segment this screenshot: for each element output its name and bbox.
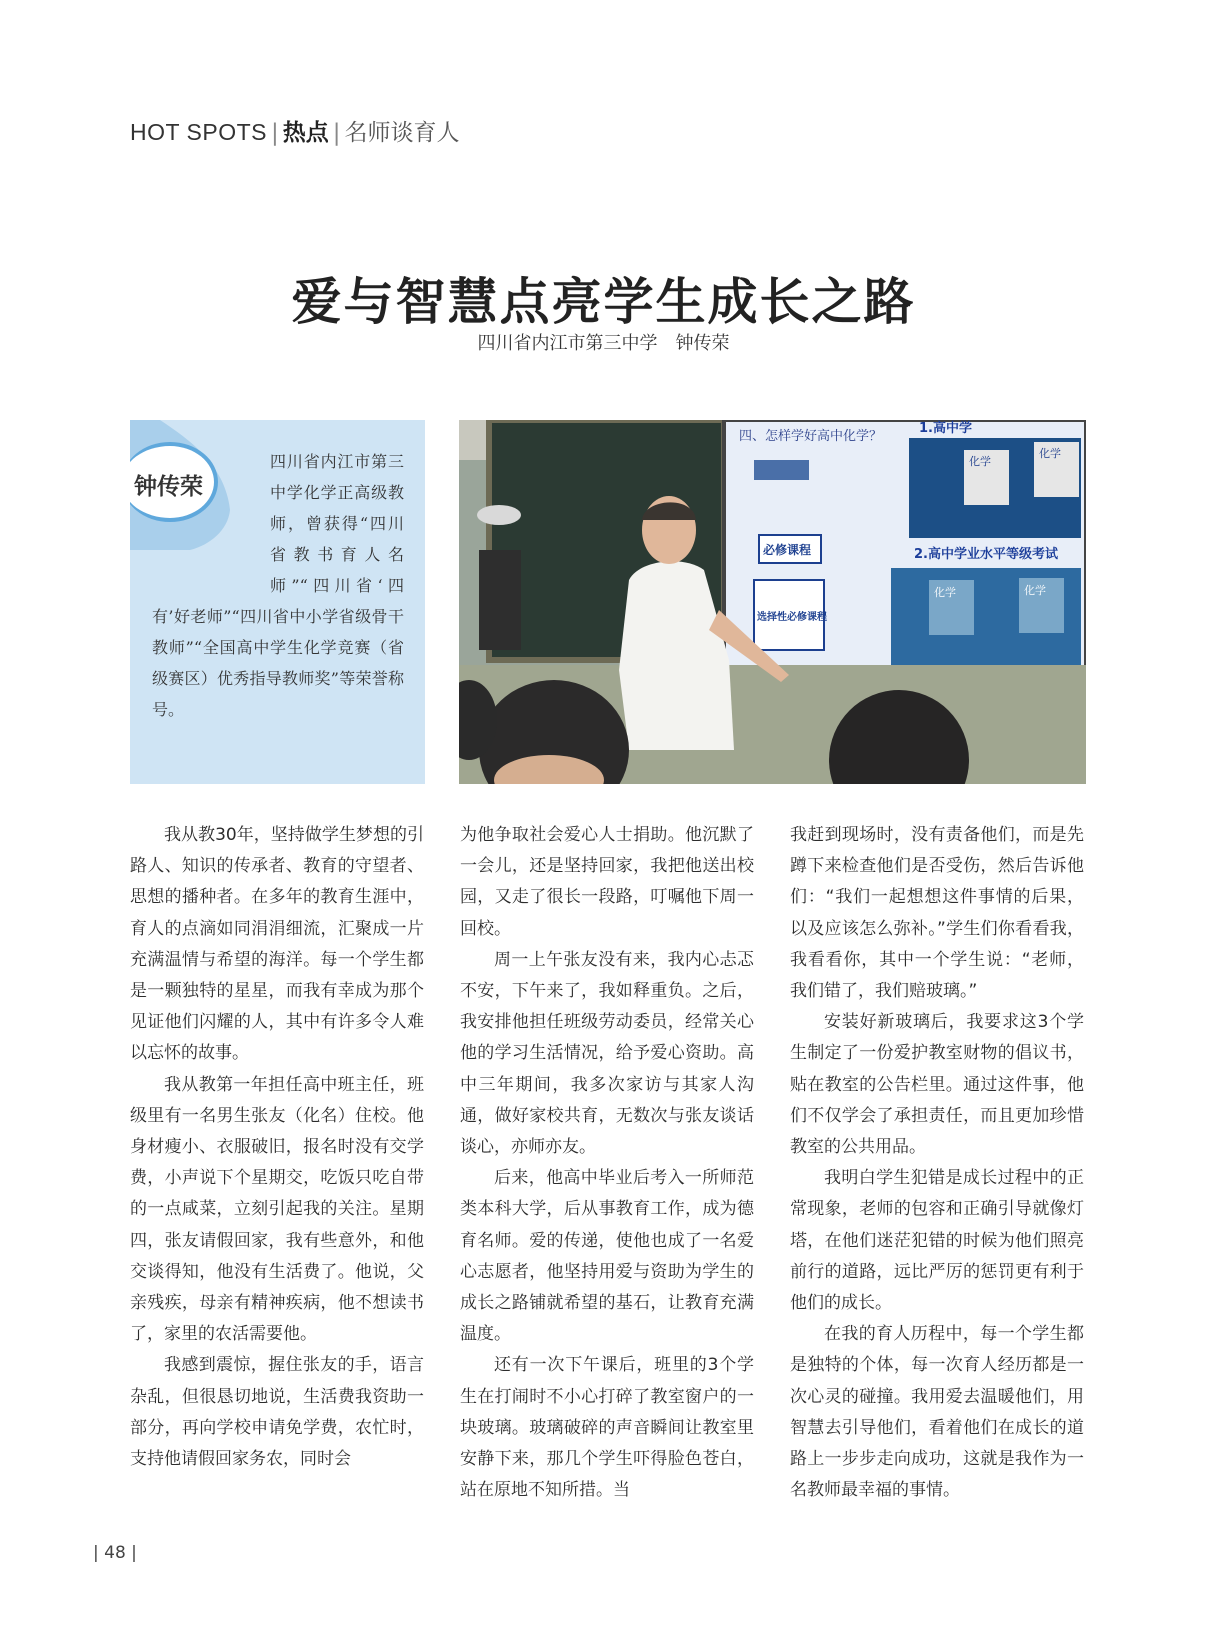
article-column-1 bbox=[130, 820, 424, 1475]
paragraph: 安装好新玻璃后，我要求这3个学生制定了一份爱护教室财物的倡议书，贴在教室的公告栏里。通过这件事，他们不仅学会了承担责任，而且更加珍惜教室的公共用品。 bbox=[790, 1012, 1084, 1158]
book-label-2: 化学 bbox=[1039, 447, 1061, 460]
article-column-3 bbox=[790, 820, 1084, 1506]
section-header bbox=[130, 114, 460, 147]
author-bio-box bbox=[130, 420, 425, 784]
paragraph: 周一上午张友没有来，我内心忐忑不安，下午来了，我如释重负。之后，我安排他担任班级劳动委员，经常关心他的学习生活情况，给予爱心资助。高中三年期间，我多次家访与其家人沟通，做好家校共育，无数次与张友谈话谈心，亦师亦友。 bbox=[460, 949, 754, 1158]
book-label-3: 化学 bbox=[934, 586, 956, 599]
book-label-4: 化学 bbox=[1024, 584, 1046, 597]
paragraph: 为他争取社会爱心人士捐助。他沉默了一会儿，还是坚持回家，我把他送出校园，又走了很长一段路，叮嘱他下周一回校。 bbox=[460, 825, 754, 939]
slide-heading-2: 2.高中学业水平等级考试 bbox=[914, 547, 1058, 562]
slide-box-elective: 选择性必修课程 bbox=[757, 612, 827, 623]
header-hot-spots: HOT SPOTS bbox=[130, 119, 267, 145]
author-name: 钟传荣 bbox=[134, 473, 203, 500]
paragraph: 还有一次下午课后，班里的3个学生在打闹时不小心打碎了教室窗户的一块玻璃。玻璃破碎的声音瞬间让教室里安静下来，那几个学生吓得脸色苍白，站在原地不知所措。当 bbox=[460, 1355, 754, 1501]
article-column-2 bbox=[460, 820, 754, 1506]
article-title: 爱与智慧点亮学生成长之路 bbox=[291, 273, 916, 331]
header-separator: | bbox=[271, 120, 279, 146]
paragraph: 我从教30年，坚持做学生梦想的引路人、知识的传承者、教育的守望者、思想的播种者。在多年的教育生涯中，育人的点滴如同涓涓细流，汇聚成一片充满温情与希望的海洋。每一个学生都是一颗独特的星星，而我有幸成为那个见证他们闪耀的人，其中有许多令人难以忘怀的故事。 bbox=[130, 825, 424, 1064]
author-bio-text: 四川省内江市第三中学化学正高级教师，曾获得“四川省教书育人名师”“四川省‘四有’好老师”“四川省中小学省级骨干教师”“全国高中学生化学竞赛（省级赛区）优秀指导教师奖”等荣誉称号。 bbox=[152, 452, 404, 719]
page-number: | 48 | bbox=[93, 1543, 137, 1563]
header-label: 热点 bbox=[282, 119, 329, 146]
paragraph: 后来，他高中毕业后考入一所师范类本科大学，后从事教育工作，成为德育名师。爱的传递，使他也成了一名爱心志愿者，他坚持用爱与资助为学生的成长之路铺就希望的基石，让教育充满温度。 bbox=[460, 1168, 754, 1345]
slide-heading-1: 1.高中学 bbox=[919, 421, 972, 436]
paragraph: 在我的育人历程中，每一个学生都是独特的个体，每一次育人经历都是一次心灵的碰撞。我用爱去温暖他们，用智慧去引导他们，看着他们在成长的道路上一步步走向成功，这就是我作为一名教师最幸福的事情。 bbox=[790, 1324, 1084, 1501]
paragraph: 我赶到现场时，没有责备他们，而是先蹲下来检查他们是否受伤，然后告诉他们：“我们一起想想这件事情的后果，以及应该怎么弥补。”学生们你看看我，我看看你，其中一个学生说：“老师，我们错了，我们赔玻璃。” bbox=[790, 825, 1084, 1002]
slide-title: 四、怎样学好高中化学？ bbox=[739, 429, 883, 444]
header-column-name: 名师谈育人 bbox=[344, 120, 460, 146]
article-byline: 四川省内江市第三中学 钟传荣 bbox=[477, 333, 730, 354]
paragraph: 我感到震惊，握住张友的手，语言杂乱，但很恳切地说，生活费我资助一部分，再向学校申请免学费，农忙时，支持他请假回家务农，同时会 bbox=[130, 1355, 424, 1470]
book-label-1: 化学 bbox=[969, 455, 991, 468]
classroom-photo bbox=[459, 420, 1086, 784]
paragraph: 我明白学生犯错是成长过程中的正常现象，老师的包容和正确引导就像灯塔，在他们迷茫犯错的时候为他们照亮前行的道路，远比严厉的惩罚更有利于他们的成长。 bbox=[790, 1168, 1084, 1314]
header-separator-2: | bbox=[332, 120, 341, 146]
slide-box-required: 必修课程 bbox=[763, 543, 812, 557]
paragraph: 我从教第一年担任高中班主任，班级里有一名男生张友（化名）住校。他身材瘦小、衣服破旧，报名时没有交学费，小声说下个星期交，吃饭只吃自带的一点咸菜，立刻引起我的关注。星期四，张友请假回家，我有些意外，和他交谈得知，他没有生活费了。他说，父亲残疾，母亲有精神疾病，他不想读书了，家里的农活需要他。 bbox=[130, 1074, 424, 1345]
